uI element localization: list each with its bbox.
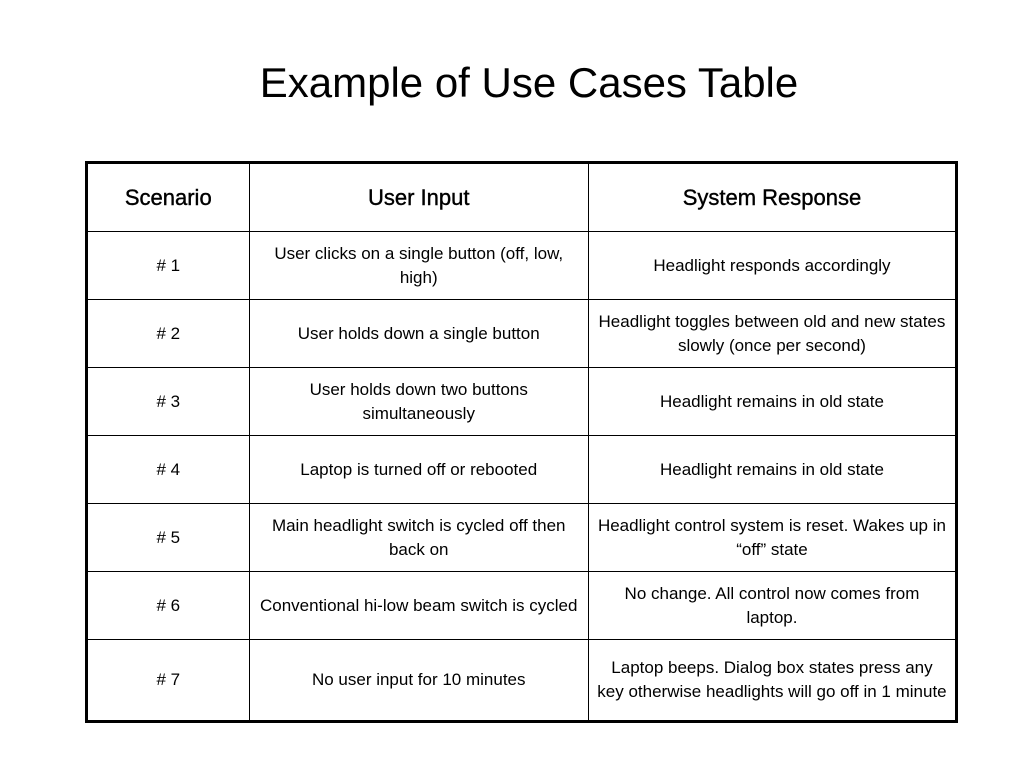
user-input-cell: User holds down a single button xyxy=(249,300,588,368)
system-response-cell: No change. All control now comes from laptop. xyxy=(588,572,956,640)
user-input-cell: Main headlight switch is cycled off then back on xyxy=(249,504,588,572)
scenario-cell: # 4 xyxy=(87,436,250,504)
table-row xyxy=(87,572,957,640)
system-response-cell: Headlight remains in old state xyxy=(588,436,956,504)
table-row xyxy=(87,436,957,504)
table-header-row xyxy=(87,163,957,232)
table-row xyxy=(87,640,957,722)
user-input-cell: User holds down two buttons simultaneously xyxy=(249,368,588,436)
scenario-cell: # 2 xyxy=(87,300,250,368)
table-row xyxy=(87,504,957,572)
user-input-cell: Laptop is turned off or rebooted xyxy=(249,436,588,504)
system-response-cell: Headlight responds accordingly xyxy=(588,232,956,300)
system-response-cell: Headlight control system is reset. Wakes up in “off” state xyxy=(588,504,956,572)
header-system-response: System Response xyxy=(588,163,956,232)
scenario-cell: # 1 xyxy=(87,232,250,300)
system-response-cell: Headlight remains in old state xyxy=(588,368,956,436)
table-row xyxy=(87,368,957,436)
header-scenario: Scenario xyxy=(87,163,250,232)
system-response-cell: Laptop beeps. Dialog box states press any key otherwise headlights will go off in 1 minute xyxy=(588,640,956,722)
user-input-cell: User clicks on a single button (off, low, high) xyxy=(249,232,588,300)
header-user-input: User Input xyxy=(249,163,588,232)
user-input-cell: No user input for 10 minutes xyxy=(249,640,588,722)
system-response-cell: Headlight toggles between old and new states slowly (once per second) xyxy=(588,300,956,368)
scenario-cell: # 6 xyxy=(87,572,250,640)
use-cases-table xyxy=(85,161,958,723)
scenario-cell: # 5 xyxy=(87,504,250,572)
user-input-cell: Conventional hi-low beam switch is cycled xyxy=(249,572,588,640)
scenario-cell: # 3 xyxy=(87,368,250,436)
table-row xyxy=(87,300,957,368)
scenario-cell: # 7 xyxy=(87,640,250,722)
table-row xyxy=(87,232,957,300)
page-title: Example of Use Cases Table xyxy=(259,59,799,106)
